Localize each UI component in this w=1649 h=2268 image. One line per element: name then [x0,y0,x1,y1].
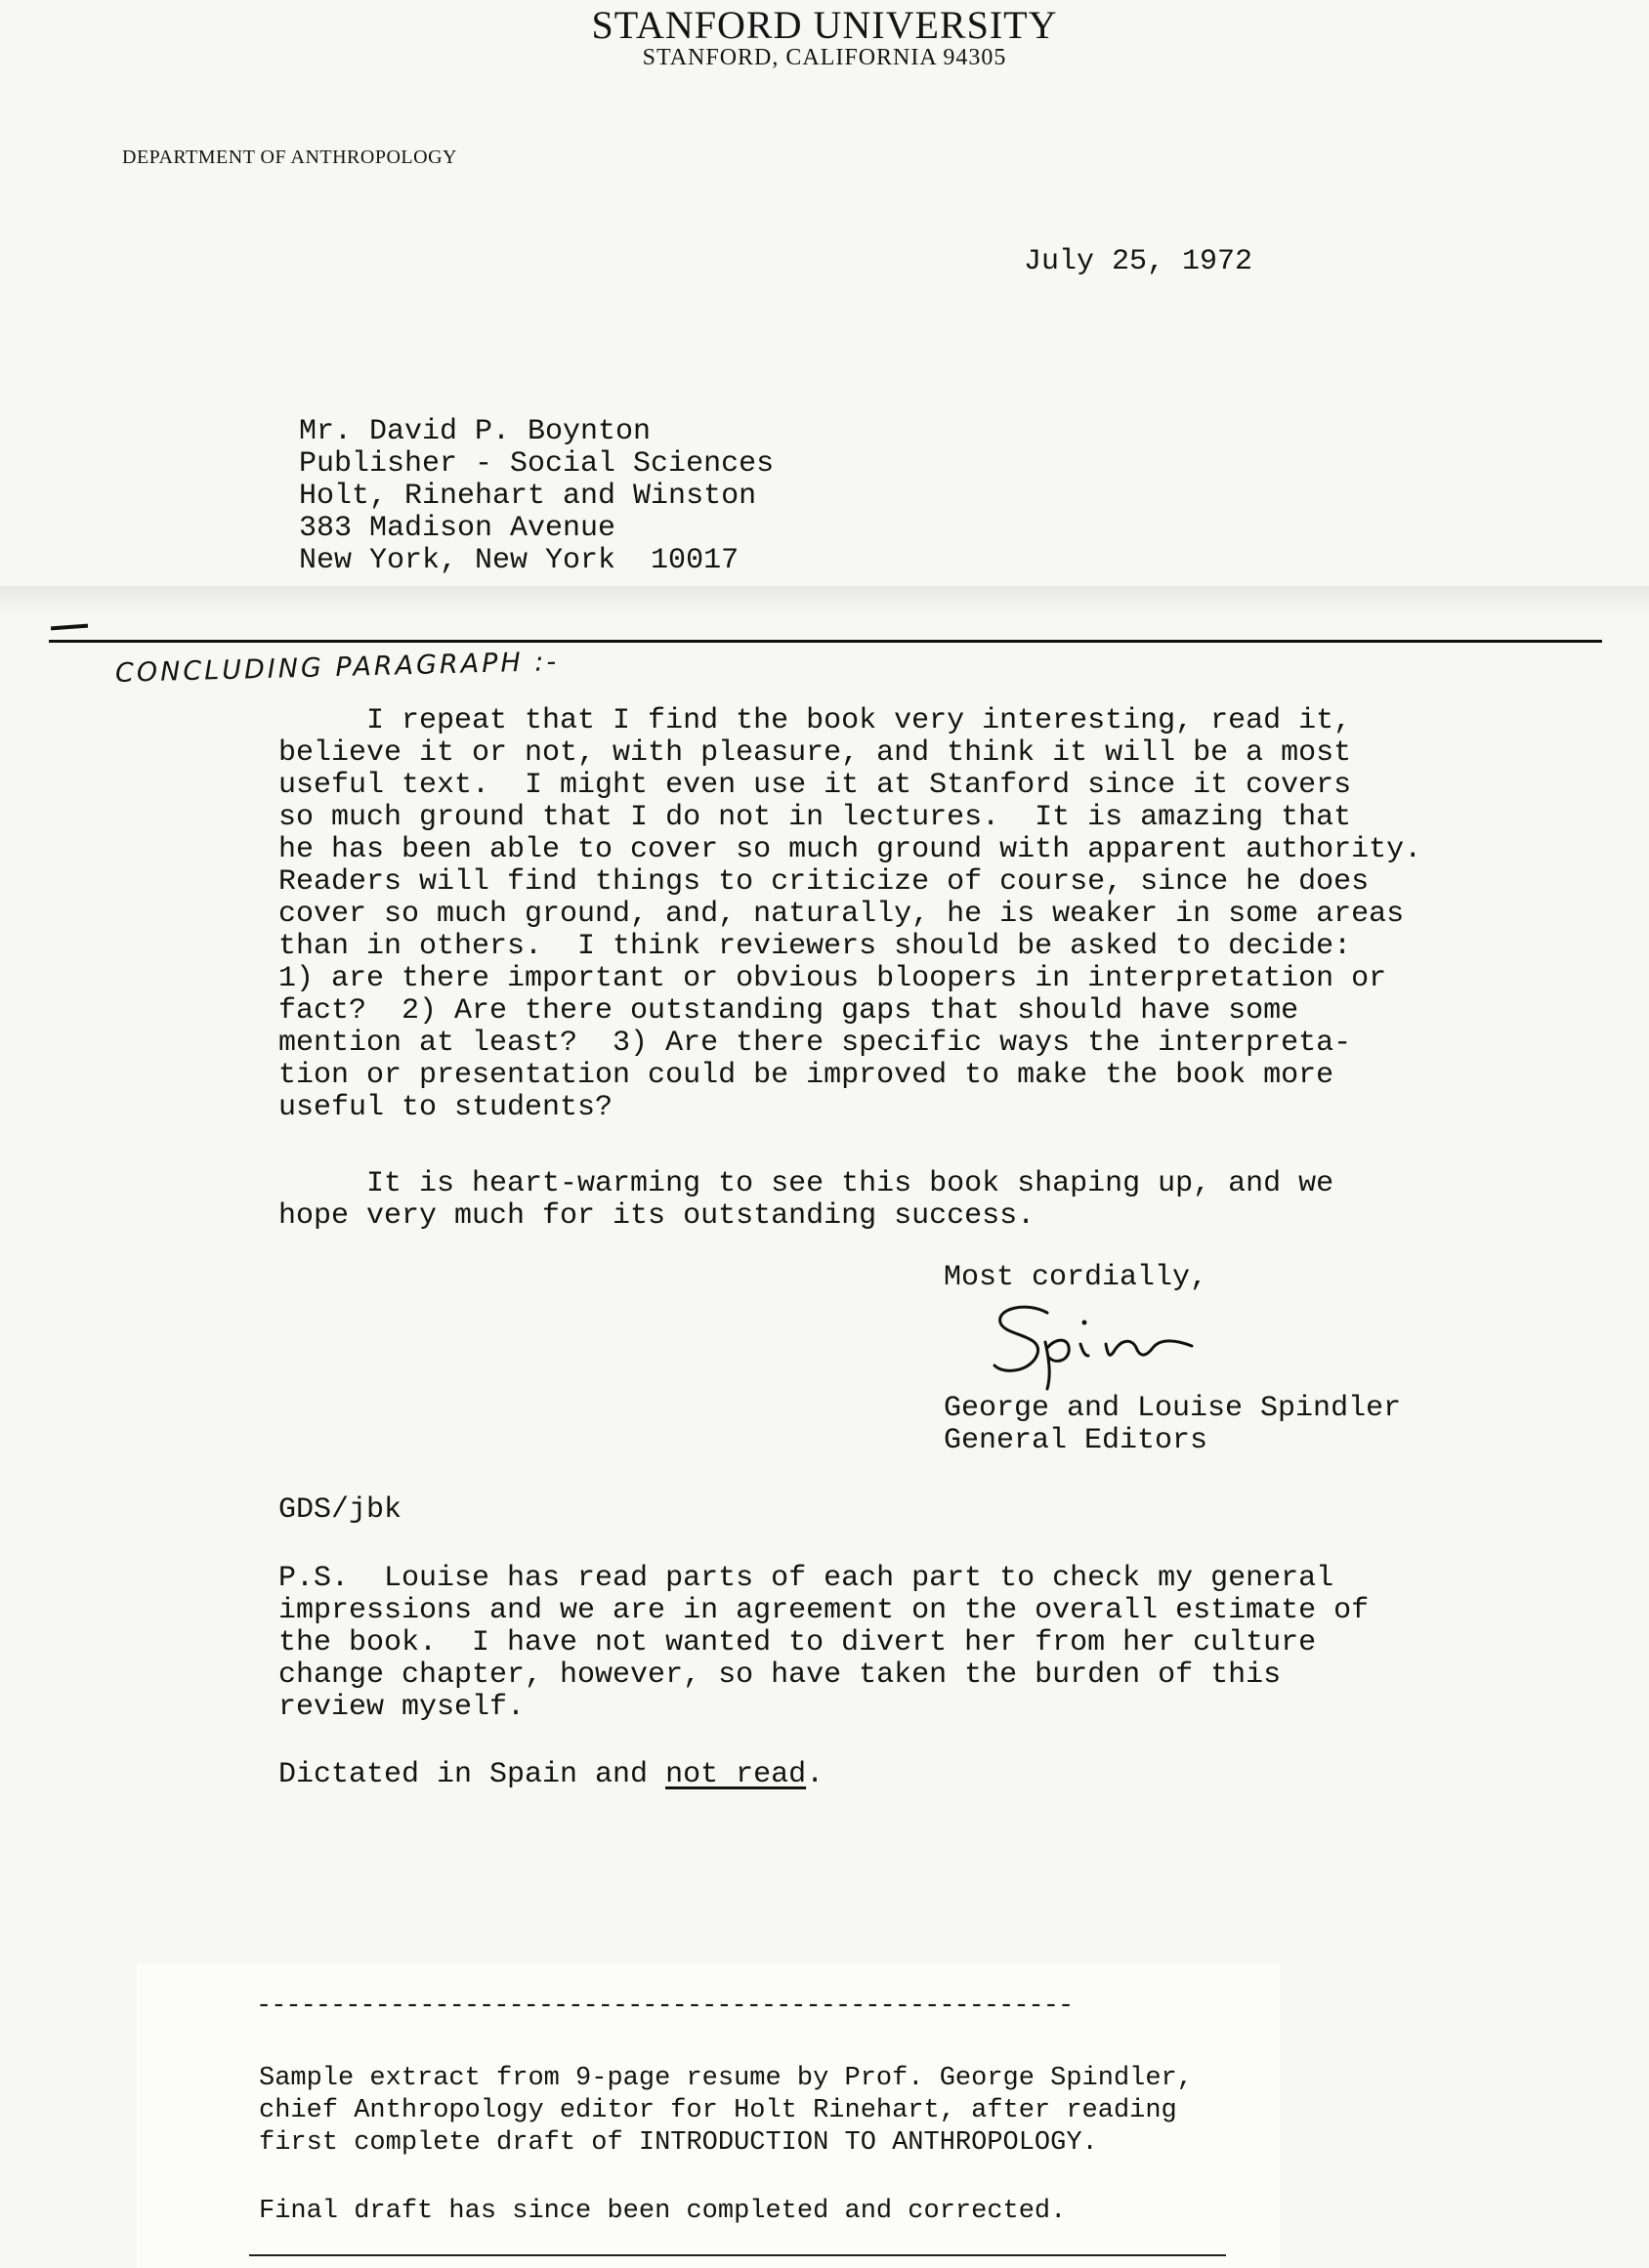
text-line: cover so much ground, and, naturally, he is weaker in some areas [278,898,1405,931]
body-paragraph-2 [278,1168,1333,1233]
text-line: useful to students? [278,1091,613,1124]
label-line: chief Anthropology editor for Holt Rinehart, after reading [259,2096,1177,2125]
label-separator: ------------------------------------------------------- [256,1992,1074,2021]
text-line: Readers will find things to criticize of course, since he does [278,865,1370,899]
typist-initials: GDS/jbk [278,1493,402,1527]
postscript [278,1563,1369,1724]
text-line: so much ground that I do not in lectures. It is amazing that [278,801,1352,834]
signer-line: George and Louise Spindler [944,1392,1402,1425]
text-line: P.S. Louise has read parts of each part to check my general [278,1562,1334,1595]
recipient-line: Holt, Rinehart and Winston [299,480,757,513]
label-final-line: Final draft has since been completed and corrected. [259,2197,1067,2226]
recipient-line: Mr. David P. Boynton [299,415,652,448]
label-line: Sample extract from 9-page resume by Prof. George Spindler, [259,2064,1193,2093]
text-line: tion or presentation could be improved to make the book more [278,1059,1334,1092]
text-line: impressions and we are in agreement on the overall estimate of [278,1594,1370,1627]
closing: Most cordially, [944,1261,1208,1294]
label-line: first complete draft of INTRODUCTION TO ANTHROPOLOGY. [259,2128,1098,2158]
letter-date: July 25, 1972 [1024,245,1253,278]
text-line: fact? 2) Are there outstanding gaps that should have some [278,994,1299,1028]
dictated-note [278,1759,824,1791]
text-line: review myself. [278,1691,526,1724]
signature [987,1299,1221,1392]
recipient-line: New York, New York 10017 [299,544,740,577]
recipient-line: 383 Madison Avenue [299,512,616,545]
paper-fold [0,586,1649,615]
recipient-line: Publisher - Social Sciences [299,447,775,481]
text-line: the book. I have not wanted to divert her from her culture [278,1626,1317,1659]
text-line: change chapter, however, so have taken the burden of this [278,1659,1282,1692]
handwritten-note: CONCLUDING PARAGRAPH :- [114,647,560,689]
letterhead-department: DEPARTMENT OF ANTHROPOLOGY [122,147,457,168]
letterhead-address: STANFORD, CALIFORNIA 94305 [642,45,1007,70]
recipient-address [299,416,774,577]
dictated-underlined: not read [665,1758,807,1791]
text-line: hope very much for its outstanding success. [278,1199,1036,1233]
cut-rule-tick [51,624,88,631]
dictated-suffix: . [806,1758,824,1791]
dictated-prefix: Dictated in Spain and [278,1758,666,1791]
label-bottom-rule [249,2254,1226,2256]
text-line: I repeat that I find the book very interesting, read it, [278,704,1352,737]
signers [944,1393,1401,1457]
body-paragraph-1 [278,705,1421,1124]
text-line: It is heart-warming to see this book shaping up, and we [278,1167,1334,1200]
signer-line: General Editors [944,1424,1208,1457]
text-line: believe it or not, with pleasure, and think it will be a most [278,736,1352,770]
letterhead-institution: STANFORD UNIVERSITY [591,3,1058,47]
text-line: mention at least? 3) Are there specific ways the interpreta- [278,1027,1352,1060]
text-line: he has been able to cover so much ground with apparent authority. [278,833,1422,866]
text-line: useful text. I might even use it at Stanford since it covers [278,769,1352,802]
cut-rule [49,640,1602,643]
text-line: than in others. I think reviewers should be asked to decide: [278,930,1352,963]
label-note [259,2063,1193,2160]
text-line: 1) are there important or obvious bloopers in interpretation or [278,962,1387,995]
